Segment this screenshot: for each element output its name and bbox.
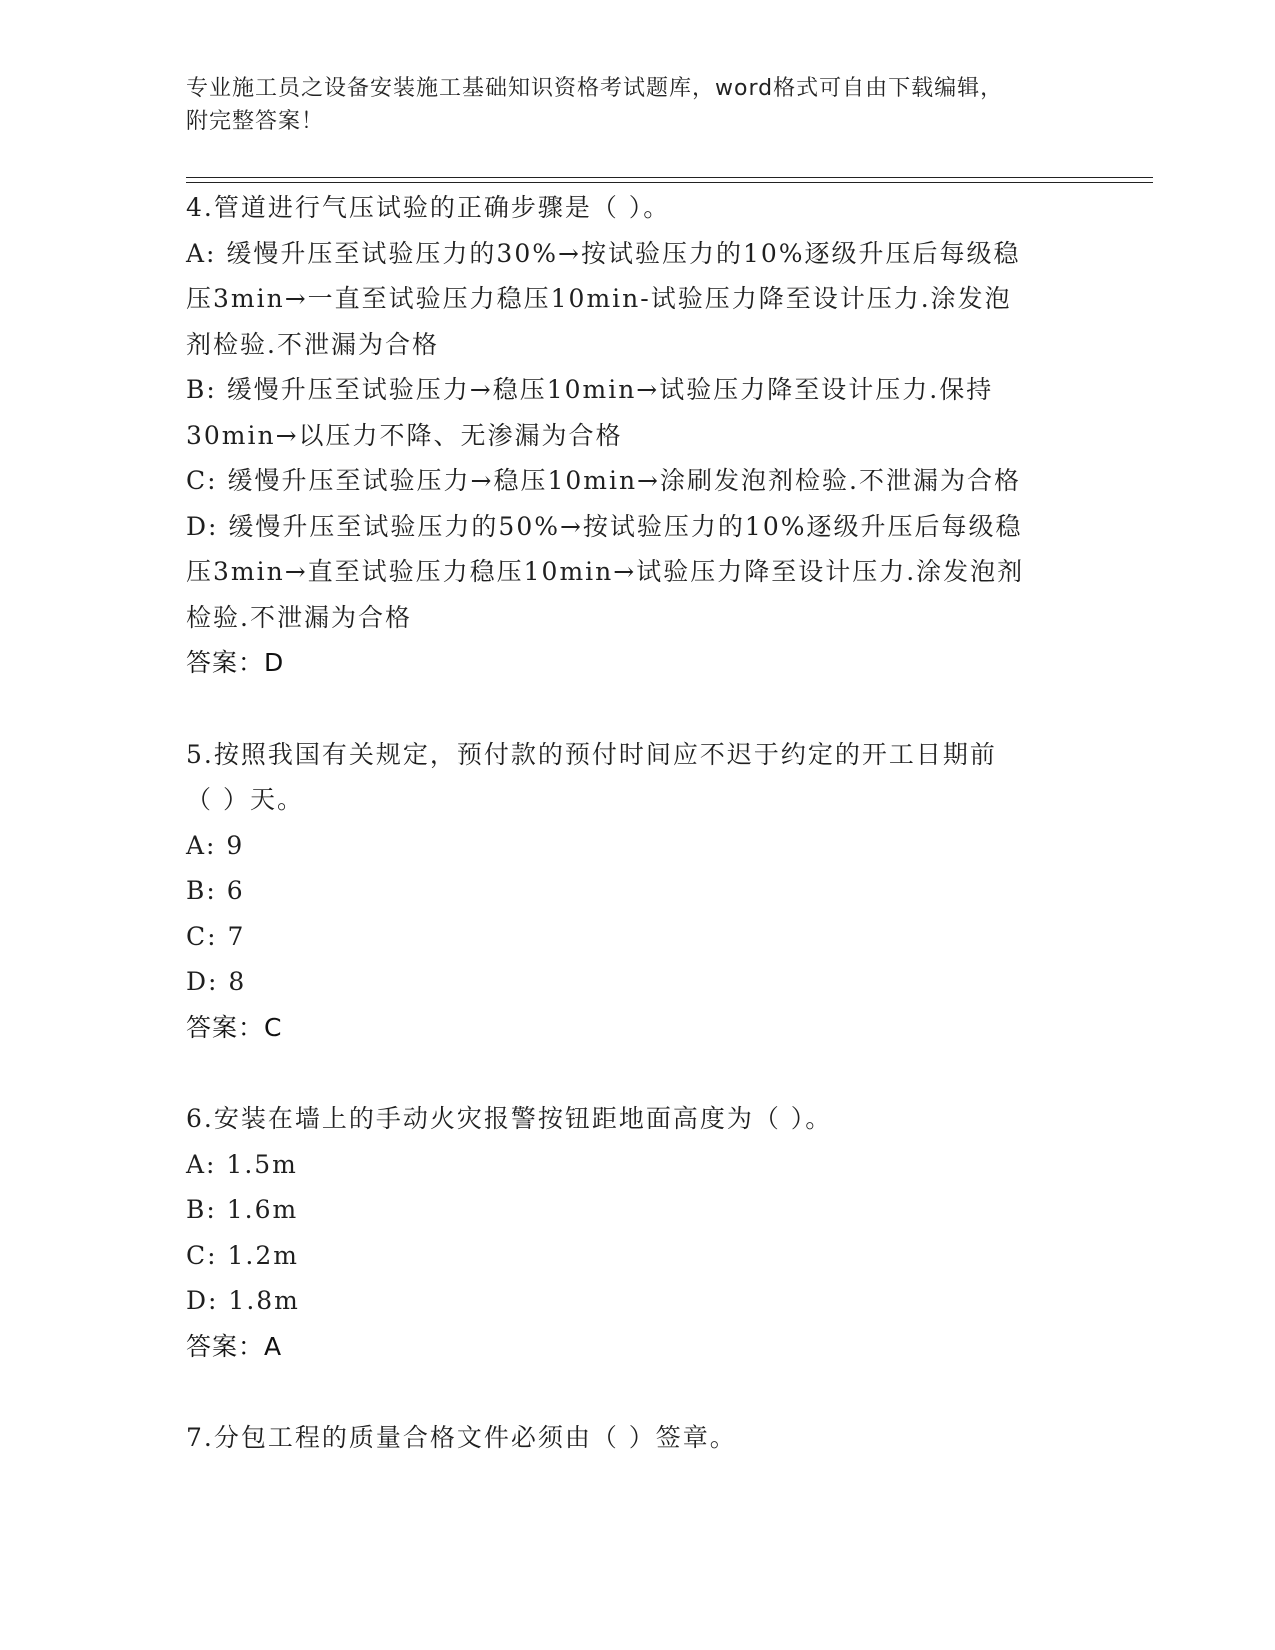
question-4-option-c: C: 缓慢升压至试验压力→稳压10min→涂刷发泡剂检验.不泄漏为合格 bbox=[186, 466, 1021, 495]
question-7 bbox=[186, 1415, 1086, 1461]
question-4-option-d-cont: 检验.不泄漏为合格 bbox=[186, 602, 412, 632]
question-6-option-c: C: 1.2m bbox=[186, 1240, 299, 1270]
question-5-option-d: D: 8 bbox=[186, 967, 247, 996]
question-6-answer: 答案：A bbox=[186, 1331, 283, 1361]
header-divider-bottom bbox=[186, 182, 1153, 183]
question-6-stem: 6.安装在墙上的手动火灾报警按钮距地面高度为（ ）。 bbox=[186, 1104, 833, 1133]
question-list bbox=[186, 185, 1086, 1461]
question-5-stem: 5.按照我国有关规定，预付款的预付时间应不迟于约定的开工日期前 bbox=[186, 739, 997, 769]
question-6-option-a: A: 1.5m bbox=[186, 1149, 298, 1179]
header-line-2: 附完整答案！ bbox=[186, 109, 325, 134]
question-4-answer: 答案：D bbox=[186, 648, 285, 677]
question-5-option-c: C: 7 bbox=[186, 921, 246, 951]
question-4-option-a: A: 缓慢升压至试验压力的30%→按试验压力的10%逐级升压后每级稳 bbox=[186, 238, 1021, 268]
question-5 bbox=[186, 732, 1086, 1051]
question-4-option-b: B: 缓慢升压至试验压力→稳压10min→试验压力降至设计压力.保持 bbox=[186, 375, 994, 404]
question-spacer bbox=[186, 686, 1086, 732]
question-5-option-b: B: 6 bbox=[186, 876, 245, 905]
question-4-stem: 4.管道进行气压试验的正确步骤是（ ）。 bbox=[186, 193, 671, 222]
question-spacer bbox=[186, 1050, 1086, 1096]
question-4 bbox=[186, 185, 1086, 686]
question-4-option-a-cont: 压3min→一直至试验压力稳压10min-试验压力降至设计压力.涂发泡 bbox=[186, 284, 1012, 313]
question-6-option-b: B: 1.6m bbox=[186, 1195, 299, 1224]
question-4-option-d: D: 缓慢升压至试验压力的50%→按试验压力的10%逐级升压后每级稳 bbox=[186, 511, 1023, 541]
question-5-stem-cont: （ ）天。 bbox=[186, 785, 304, 814]
question-6 bbox=[186, 1096, 1086, 1369]
question-5-option-a: A: 9 bbox=[186, 830, 245, 860]
question-6-option-d: D: 1.8m bbox=[186, 1286, 300, 1315]
document-header bbox=[186, 72, 1076, 138]
header-divider-top bbox=[186, 177, 1153, 178]
question-7-stem: 7.分包工程的质量合格文件必须由（ ）签章。 bbox=[186, 1423, 737, 1452]
question-4-option-a-cont: 剂检验.不泄漏为合格 bbox=[186, 329, 439, 359]
header-line-1: 专业施工员之设备安装施工基础知识资格考试题库，word格式可自由下载编辑， bbox=[186, 76, 1004, 101]
question-4-option-b-cont: 30min→以压力不降、无渗漏为合格 bbox=[186, 420, 623, 450]
question-spacer bbox=[186, 1369, 1086, 1415]
question-4-option-d-cont: 压3min→直至试验压力稳压10min→试验压力降至设计压力.涂发泡剂 bbox=[186, 557, 1025, 586]
question-5-answer: 答案：C bbox=[186, 1012, 283, 1042]
